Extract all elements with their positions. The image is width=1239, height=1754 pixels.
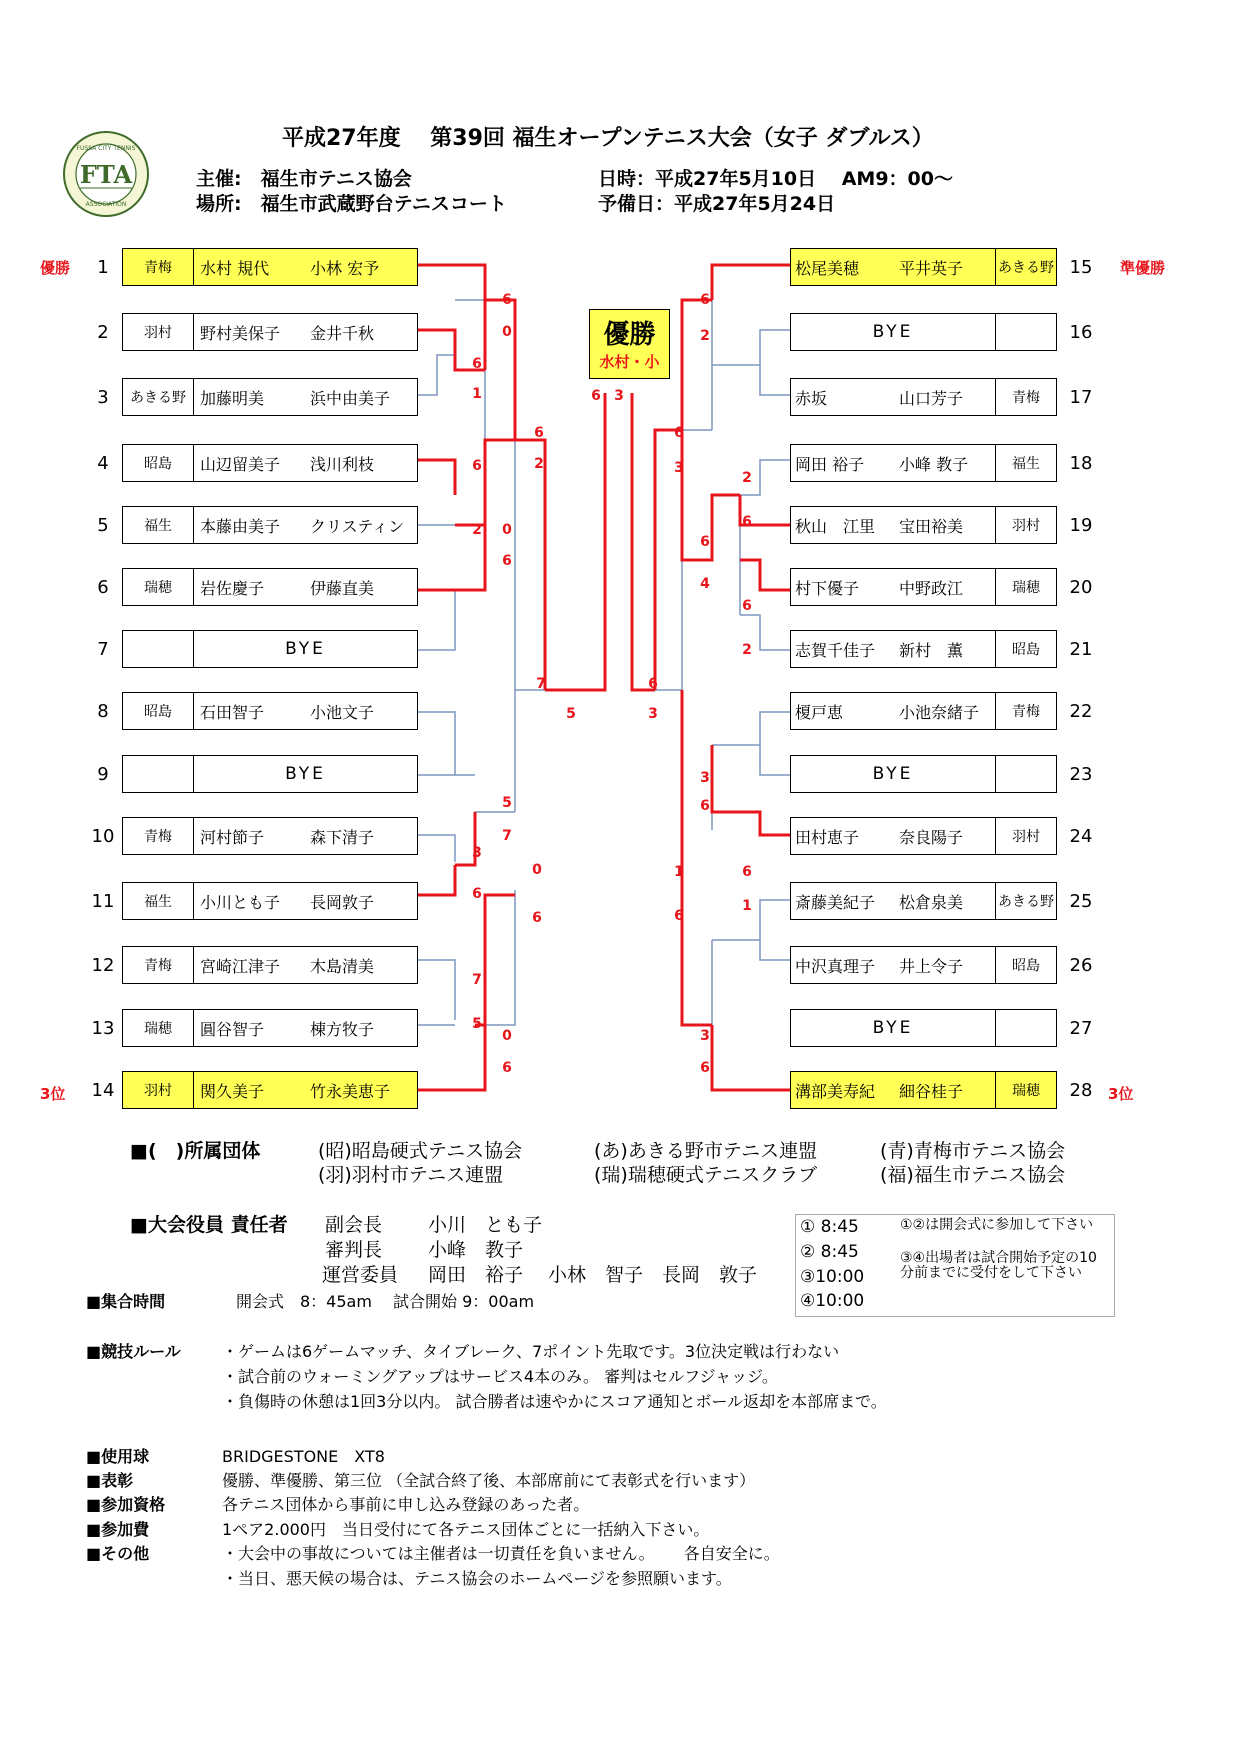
set-score: 6	[502, 292, 512, 308]
player-1: 本藤由美子	[200, 516, 281, 536]
schedule-box	[795, 1214, 1115, 1317]
left-entry-box	[122, 946, 418, 984]
schedule-note-1: ①②は開会式に参加して下さい	[900, 1217, 1094, 1233]
bye-label: BYE	[872, 1018, 914, 1038]
bye-label: BYE	[285, 764, 326, 784]
set-score: 6	[742, 514, 752, 530]
player-2: クリスティン	[310, 516, 405, 536]
right-entry-number: 24	[1069, 826, 1093, 847]
set-score: 6	[534, 425, 544, 441]
player-2: 長岡敦子	[310, 892, 375, 912]
player-1: 関久美子	[200, 1081, 265, 1101]
org-fussa: (福)福生市テニス協会	[880, 1164, 1066, 1186]
org-akiruno: (あ)あきる野市テニス連盟	[594, 1140, 818, 1162]
player-2: 金井千秋	[310, 323, 375, 343]
right-entry-number: 23	[1069, 764, 1093, 785]
club-name: 羽村	[995, 818, 1056, 854]
right-entry-number: 28	[1069, 1080, 1093, 1101]
player-2: 木島清美	[310, 956, 375, 976]
set-score: 3	[700, 1028, 710, 1044]
club-cell	[123, 631, 194, 667]
page-title: 平成27年度 第39回 福生オープンテニス大会（女子 ダブルス）	[282, 126, 934, 151]
player-1: 秋山 江里	[795, 516, 876, 536]
player-2: 小林 宏予	[310, 258, 380, 278]
player-1: 小川とも子	[200, 892, 281, 912]
bye-label: BYE	[872, 322, 914, 342]
left-entry-box	[122, 692, 418, 730]
set-score: 6	[472, 886, 482, 902]
logo-ring-bottom: ASSOCIATION	[85, 201, 127, 208]
set-score: 6	[742, 864, 752, 880]
schedule-note-2: ③④出場者は試合開始予定の10分前までに受付をして下さい	[900, 1250, 1097, 1281]
official-names-3: 岡田 裕子 小林 智子 長岡 敦子	[428, 1264, 758, 1286]
schedule-time-1: ① 8:45	[800, 1217, 859, 1237]
ball-value: BRIDGESTONE XT8	[222, 1447, 385, 1466]
player-1: 田村恵子	[795, 827, 860, 847]
player-2: 小池文子	[310, 702, 375, 722]
fee-value: 1ペア2.000円 当日受付にて各テニス団体ごとに一括納入下さい。	[222, 1520, 710, 1539]
set-score: 6	[700, 534, 710, 550]
rule-2: ・試合前のウォーミングアップはサービス4本のみ。 審判はセルフジャッジ。	[222, 1367, 778, 1386]
set-score: 6	[502, 1060, 512, 1076]
right-entry-number: 25	[1069, 891, 1093, 912]
schedule-time-2: ② 8:45	[800, 1242, 859, 1262]
player-1: 野村美保子	[200, 323, 281, 343]
set-score: 6	[700, 798, 710, 814]
left-entry-number: 2	[97, 322, 109, 343]
set-score: 0	[532, 862, 542, 878]
rule-1: ・ゲームは6ゲームマッチ、タイブレーク、7ポイント先取です。3位決定戦は行わない	[222, 1342, 840, 1361]
venue: 場所: 福生市武蔵野台テニスコート	[196, 193, 507, 215]
set-score: 6	[472, 356, 482, 372]
club-name: 青梅	[123, 947, 194, 983]
set-score: 7	[502, 828, 512, 844]
club-name: あきる野	[995, 249, 1056, 285]
left-entry-number: 7	[97, 639, 109, 660]
set-score: 1	[472, 386, 482, 402]
player-1: 石田智子	[200, 702, 265, 722]
player-1: 赤坂	[795, 388, 828, 408]
player-2: 竹永美恵子	[310, 1081, 391, 1101]
player-1: 加藤明美	[200, 388, 265, 408]
set-score: 0	[502, 1028, 512, 1044]
champion-name: 水村・小	[599, 353, 660, 371]
left-entry-box	[122, 248, 418, 286]
left-entry-number: 3	[97, 387, 109, 408]
left-entry-number: 6	[97, 577, 109, 598]
player-2: 小池奈緒子	[899, 702, 980, 722]
right-entry-box	[790, 248, 1057, 286]
right-entry-number: 21	[1069, 639, 1093, 660]
left-entry-number: 14	[91, 1080, 115, 1101]
player-2: 浜中由美子	[310, 388, 391, 408]
org-mizuho: (瑞)瑞穂硬式テニスクラブ	[594, 1164, 818, 1186]
set-score: 6	[532, 910, 542, 926]
right-entry-number: 16	[1069, 322, 1093, 343]
runner-up-label: 準優勝	[1120, 259, 1166, 277]
left-entry-box	[122, 568, 418, 606]
club-cell	[995, 1010, 1056, 1046]
club-name: 瑞穂	[123, 1010, 194, 1046]
org-hamura: (羽)羽村市テニス連盟	[318, 1164, 504, 1186]
set-score: 6	[472, 458, 482, 474]
set-score: 6	[648, 676, 658, 692]
award-label: ■表彰	[86, 1471, 134, 1490]
schedule-time-3: ③10:00	[800, 1267, 865, 1287]
right-entry-box	[790, 1071, 1057, 1109]
set-score: 5	[566, 706, 576, 722]
left-entry-box	[122, 378, 418, 416]
player-2: 伊藤直美	[310, 578, 375, 598]
player-2: 細谷桂子	[899, 1081, 964, 1101]
left-entry-box	[122, 755, 418, 793]
right-entry-box	[790, 444, 1057, 482]
set-score: 1	[674, 864, 684, 880]
club-name: 瑞穂	[995, 569, 1056, 605]
left-entry-box	[122, 313, 418, 351]
other-1: ・大会中の事故については主催者は一切責任を負いません。 各自安全に。	[222, 1544, 780, 1563]
right-entry-number: 27	[1069, 1018, 1093, 1039]
official-role-1: 副会長	[325, 1214, 383, 1236]
player-1: 溝部美寿紀	[795, 1081, 876, 1101]
org-ome: (青)青梅市テニス協会	[880, 1140, 1066, 1162]
set-score: 5	[472, 1016, 482, 1032]
right-entry-box	[790, 755, 1057, 793]
player-2: 棟方牧子	[310, 1019, 375, 1039]
club-cell	[123, 756, 194, 792]
right-entry-box	[790, 568, 1057, 606]
player-2: 中野政江	[899, 578, 964, 598]
rule-3: ・負傷時の休憩は1回3分以内。 試合勝者は速やかにスコア通知とボール返却を本部席まで。	[222, 1392, 887, 1411]
right-entry-number: 22	[1069, 701, 1093, 722]
player-1: 岡田 裕子	[795, 454, 865, 474]
left-entry-number: 5	[97, 515, 109, 536]
set-score: 6	[742, 598, 752, 614]
player-1: 村下優子	[795, 578, 860, 598]
player-2: 松倉泉美	[899, 892, 964, 912]
left-entry-box	[122, 444, 418, 482]
left-entry-number: 11	[91, 891, 115, 912]
set-score: 3	[674, 460, 684, 476]
left-entry-box	[122, 882, 418, 920]
logo-text: FTA	[79, 160, 133, 189]
right-entry-number: 20	[1069, 577, 1093, 598]
club-name: 昭島	[995, 631, 1056, 667]
event-date: 日時：平成27年5月10日 AM9：00～	[598, 168, 953, 190]
official-name-1: 小川 とも子	[428, 1214, 543, 1236]
set-score: 0	[502, 522, 512, 538]
club-name: 昭島	[123, 445, 194, 481]
left-entry-number: 12	[91, 955, 115, 976]
other-2: ・当日、悪天候の場合は、テニス協会のホームページを参照願います。	[222, 1569, 732, 1588]
official-role-2: 審判長	[325, 1239, 383, 1261]
player-1: 圓谷智子	[200, 1019, 265, 1039]
player-2: 宝田裕美	[899, 516, 964, 536]
right-entry-number: 19	[1069, 515, 1093, 536]
schedule-time-4: ④10:00	[800, 1291, 865, 1311]
ball-label: ■使用球	[86, 1447, 150, 1466]
player-1: 山辺留美子	[200, 454, 281, 474]
left-entry-box	[122, 1071, 418, 1109]
club-name: 青梅	[995, 379, 1056, 415]
left-entry-number: 9	[97, 764, 109, 785]
club-name: 青梅	[995, 693, 1056, 729]
club-name: 瑞穂	[123, 569, 194, 605]
official-name-2: 小峰 教子	[428, 1239, 524, 1261]
third-label-left: 3位	[40, 1085, 66, 1103]
left-entry-number: 1	[97, 257, 109, 278]
club-name: 昭島	[995, 947, 1056, 983]
club-name: 瑞穂	[995, 1072, 1056, 1108]
right-entry-box	[790, 313, 1057, 351]
club-name: 福生	[995, 445, 1056, 481]
set-score: 2	[472, 522, 482, 538]
player-1: 志賀千佳子	[795, 640, 876, 660]
champion-label: 優勝	[603, 320, 656, 350]
set-score: 2	[742, 642, 752, 658]
player-2: 井上令子	[899, 956, 964, 976]
right-entry-number: 15	[1069, 257, 1093, 278]
set-score: 2	[534, 456, 544, 472]
set-score: 0	[502, 324, 512, 340]
set-score: 6	[674, 908, 684, 924]
club-name: 青梅	[123, 249, 194, 285]
club-name: あきる野	[123, 379, 194, 415]
left-entry-box	[122, 1009, 418, 1047]
club-name: 羽村	[123, 314, 194, 350]
set-score: 7	[472, 972, 482, 988]
player-1: 水村 規代	[200, 258, 270, 278]
rules-label: ■競技ルール	[86, 1342, 181, 1361]
award-value: 優勝、準優勝、第三位 （全試合終了後、本部席前にて表彰式を行います）	[222, 1471, 756, 1490]
right-entry-box	[790, 378, 1057, 416]
player-2: 小峰 教子	[899, 454, 969, 474]
set-score: 6	[502, 553, 512, 569]
winner-label: 優勝	[40, 259, 71, 277]
set-score: 3	[700, 770, 710, 786]
player-2: 新村 薫	[899, 640, 964, 660]
club-name: 福生	[123, 883, 194, 919]
left-entry-number: 8	[97, 701, 109, 722]
right-entry-box	[790, 692, 1057, 730]
official-role-3: 運営委員	[322, 1264, 399, 1286]
left-entry-box	[122, 630, 418, 668]
right-entry-box	[790, 630, 1057, 668]
set-score: 2	[742, 470, 752, 486]
right-entry-box	[790, 506, 1057, 544]
set-score: 6	[700, 1060, 710, 1076]
left-entry-box	[122, 817, 418, 855]
left-entry-number: 13	[91, 1018, 115, 1039]
set-score: 7	[536, 676, 546, 692]
right-entry-box	[790, 817, 1057, 855]
club-name: あきる野	[995, 883, 1056, 919]
left-entry-number: 4	[97, 453, 109, 474]
player-1: 河村節子	[200, 827, 265, 847]
set-score: 1	[742, 898, 752, 914]
set-score: 2	[700, 328, 710, 344]
player-1: 斎藤美紀子	[795, 892, 876, 912]
organizer: 主催: 福生市テニス協会	[196, 168, 412, 190]
left-entry-box	[122, 506, 418, 544]
bye-label: BYE	[872, 764, 914, 784]
player-2: 山口芳子	[899, 388, 964, 408]
club-name: 羽村	[123, 1072, 194, 1108]
fee-label: ■参加費	[86, 1520, 150, 1539]
player-1: 岩佐慶子	[200, 578, 265, 598]
player-2: 平井英子	[899, 258, 964, 278]
right-entry-box	[790, 882, 1057, 920]
third-label-right: 3位	[1108, 1085, 1134, 1103]
player-1: 松尾美穂	[795, 258, 860, 278]
right-entry-number: 17	[1069, 387, 1093, 408]
club-name: 羽村	[995, 507, 1056, 543]
set-score: 3	[648, 706, 658, 722]
officials-heading: ■大会役員 責任者	[130, 1214, 288, 1236]
orgs-heading: ■( )所属団体	[130, 1140, 261, 1162]
other-label: ■その他	[86, 1544, 150, 1563]
club-cell	[995, 314, 1056, 350]
player-1: 榎戸恵	[795, 702, 844, 722]
player-1: 中沢真理子	[795, 956, 876, 976]
set-score: 3	[472, 845, 482, 861]
eligibility-label: ■参加資格	[86, 1495, 166, 1514]
final-score-left: 6	[591, 388, 601, 404]
right-entry-number: 26	[1069, 955, 1093, 976]
logo-ring-top: FUSSA CITY TENNIS	[76, 145, 136, 152]
bye-label: BYE	[285, 639, 326, 659]
reserve-date: 予備日：平成27年5月24日	[598, 193, 836, 215]
left-entry-number: 10	[91, 826, 115, 847]
org-akishima: (昭)昭島硬式テニス協会	[318, 1140, 523, 1162]
assembly-value: 開会式 8：45am 試合開始 9：00am	[236, 1292, 535, 1311]
player-2: 浅川利枝	[310, 454, 375, 474]
assembly-label: ■集合時間	[86, 1292, 166, 1311]
club-name: 青梅	[123, 818, 194, 854]
player-1: 宮崎江津子	[200, 956, 281, 976]
set-score: 5	[502, 795, 512, 811]
player-2: 奈良陽子	[899, 827, 964, 847]
eligibility-value: 各テニス団体から事前に申し込み登録のあった者。	[222, 1495, 590, 1514]
club-name: 福生	[123, 507, 194, 543]
right-entry-box	[790, 1009, 1057, 1047]
champion-box	[589, 309, 670, 379]
final-score-right: 3	[614, 388, 624, 404]
set-score: 6	[700, 292, 710, 308]
player-2: 森下清子	[310, 827, 375, 847]
club-name: 昭島	[123, 693, 194, 729]
set-score: 4	[700, 576, 710, 592]
set-score: 6	[674, 425, 684, 441]
right-entry-box	[790, 946, 1057, 984]
club-cell	[995, 756, 1056, 792]
right-entry-number: 18	[1069, 453, 1093, 474]
